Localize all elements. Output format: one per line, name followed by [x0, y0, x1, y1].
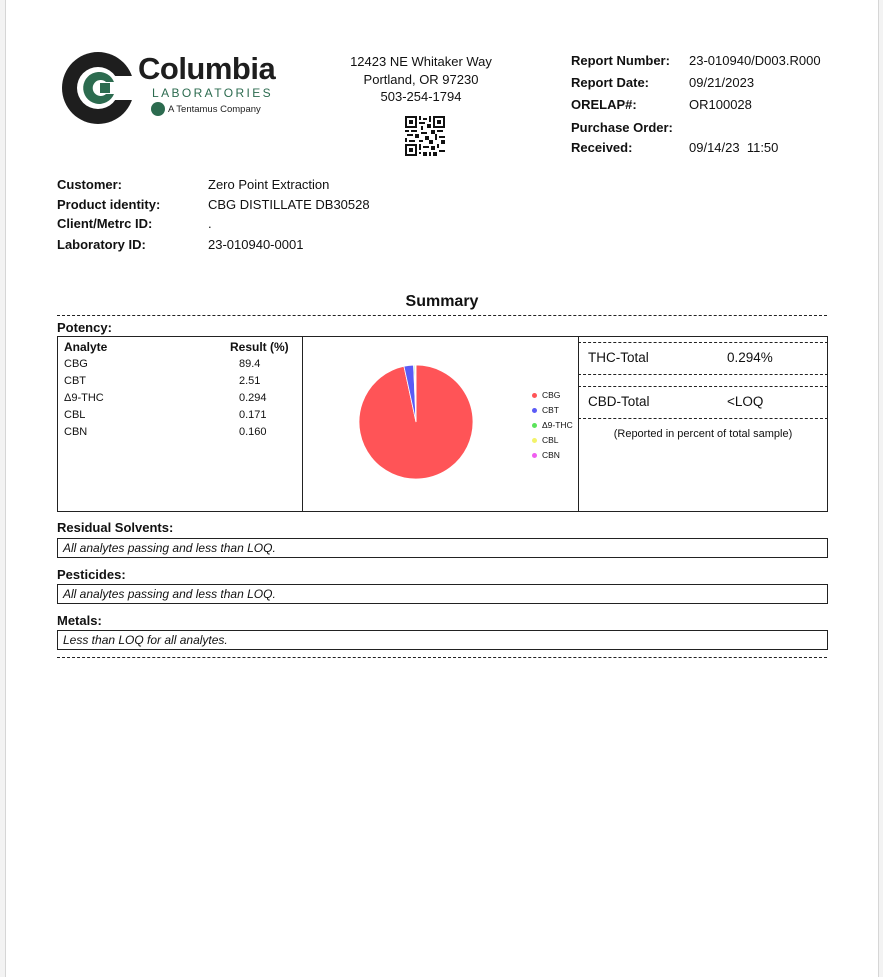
legend-dot-cbg — [532, 393, 537, 398]
potency-pie-chart — [356, 362, 476, 482]
analyte-header: Analyte — [64, 340, 108, 354]
qr-code-icon — [405, 116, 445, 156]
metals-label: Metals: — [57, 613, 102, 628]
legend-label-d9thc: Δ9-THC — [542, 420, 573, 430]
metals-result: Less than LOQ for all analytes. — [57, 630, 828, 650]
client-metrc-value: . — [208, 216, 212, 231]
potency-label: Potency: — [57, 320, 112, 335]
product-identity-label: Product identity: — [57, 197, 161, 212]
table-row-result: 0.171 — [239, 409, 267, 421]
legend-dot-cbt — [532, 408, 537, 413]
logo-mark-icon — [60, 50, 136, 126]
table-row-analyte: Δ9-THC — [64, 392, 104, 404]
table-row-result: 2.51 — [239, 375, 261, 387]
legend-dot-cbl — [532, 438, 537, 443]
table-row-result: 89.4 — [239, 358, 261, 370]
report-number-label: Report Number: — [571, 53, 670, 68]
address-phone: 503-254-1794 — [380, 89, 462, 104]
pesticides-label: Pesticides: — [57, 567, 126, 582]
table-row-analyte: CBL — [64, 409, 86, 421]
orelap-value: OR100028 — [689, 97, 752, 112]
result-header: Result (%) — [230, 340, 289, 354]
report-date-value: 09/21/2023 — [689, 75, 755, 90]
laboratory-id-label: Laboratory ID: — [57, 237, 146, 252]
table-row-result: 0.294 — [239, 392, 267, 404]
product-identity-value: CBG DISTILLATE DB30528 — [208, 197, 370, 212]
columbia-logo — [60, 50, 290, 130]
tentamus-icon — [151, 102, 165, 116]
reporting-note: (Reported in percent of total sample) — [613, 428, 793, 440]
received-label: Received: — [571, 140, 633, 155]
table-row-analyte: CBT — [64, 375, 86, 387]
divider — [578, 342, 828, 343]
thc-total-label: THC-Total — [588, 350, 649, 365]
summary-title: Summary — [405, 293, 479, 310]
client-metrc-label: Client/Metrc ID: — [57, 216, 153, 231]
divider — [57, 315, 827, 316]
address-street: 12423 NE Whitaker Way — [350, 54, 492, 69]
thc-total-value: 0.294% — [727, 350, 773, 365]
legend-dot-cbn — [532, 453, 537, 458]
divider — [57, 657, 827, 658]
logo-tagline: A Tentamus Company — [168, 104, 261, 115]
report-date-label: Report Date: — [571, 75, 650, 90]
cbd-total-value: <LOQ — [727, 394, 764, 409]
residual-solvents-result: All analytes passing and less than LOQ. — [57, 538, 828, 558]
laboratory-id-value: 23-010940-0001 — [208, 237, 304, 252]
lab-address — [346, 53, 496, 106]
report-page — [5, 0, 879, 977]
pesticides-result: All analytes passing and less than LOQ. — [57, 584, 828, 604]
logo-wordmark: Columbia — [138, 51, 276, 86]
divider — [578, 386, 828, 387]
column-divider — [302, 336, 303, 512]
table-row-result: 0.160 — [239, 426, 267, 438]
orelap-label: ORELAP#: — [571, 97, 637, 112]
customer-value: Zero Point Extraction — [208, 177, 330, 192]
legend-dot-d9thc — [532, 423, 537, 428]
table-row-analyte: CBG — [64, 358, 88, 370]
address-city: Portland, OR 97230 — [363, 71, 479, 87]
customer-label: Customer: — [57, 177, 123, 192]
legend-label-cbn: CBN — [542, 450, 560, 460]
legend-label-cbt: CBT — [542, 405, 559, 415]
cbd-total-label: CBD-Total — [588, 394, 650, 409]
divider — [578, 374, 828, 375]
residual-solvents-label: Residual Solvents: — [57, 520, 174, 535]
logo-subtitle: LABORATORIES — [152, 86, 274, 100]
divider — [578, 418, 828, 419]
table-row-analyte: CBN — [64, 426, 88, 438]
column-divider — [578, 336, 579, 512]
report-number-value: 23-010940/D003.R000 — [689, 53, 821, 68]
purchase-order-label: Purchase Order: — [571, 120, 673, 135]
legend-label-cbl: CBL — [542, 435, 559, 445]
received-value: 09/14/23 11:50 — [689, 140, 779, 155]
legend-label-cbg: CBG — [542, 390, 561, 400]
